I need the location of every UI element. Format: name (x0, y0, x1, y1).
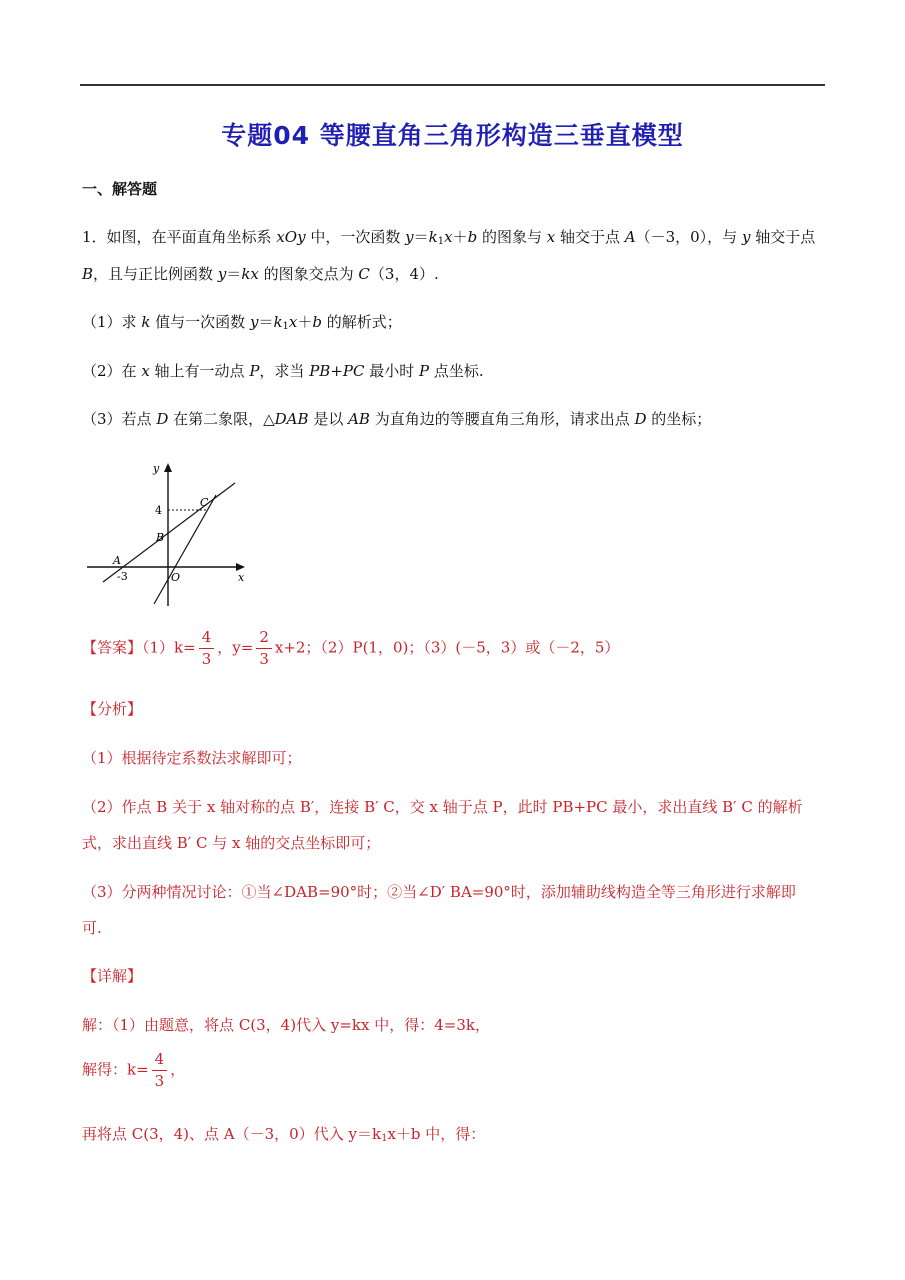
detail-3: 再将点 C(3，4)、点 A（－3，0）代入 $y=k_1x+b$ 中，得： (82, 1125, 486, 1144)
question-1: （1）求 k 值与一次函数 $y=k_1x+b$ 的解析式； (82, 313, 402, 332)
detail-k-fraction: $\frac{4}{3}$ (152, 1052, 168, 1089)
detail-1: 解：（1）由题意，将点 C(3，4)代入 y=kx 中，得：4=3k， (82, 1016, 490, 1034)
detail-tag: 【详解】 (82, 967, 143, 985)
header-rule (80, 84, 825, 86)
question-3: （3）若点 D 在第二象限，△DAB 是以 AB 为直角边的等腰直角三角形，请求出点 D 的坐标； (82, 410, 712, 428)
tick-neg3-label: -3 (117, 570, 128, 583)
x-axis-label: x (238, 571, 245, 584)
detail-2: 解得：k= $\frac{4}{3}$ ， (82, 1050, 186, 1090)
line-oc (154, 495, 216, 604)
analysis-3-line-2: 可. (82, 919, 102, 937)
answer-line: 【答案】（1）k= $\frac{4}{3}$ ，y= $\frac{2}{3}$ x+2；（2）P(1，0)；（3）(－5，3）或（－2，5） (82, 628, 620, 668)
coordinate-figure (85, 458, 255, 608)
x-axis-arrow (236, 563, 245, 571)
point-b-label: B (156, 531, 165, 544)
page-title: 专题04 等腰直角三角形构造三垂直模型 (221, 121, 684, 150)
problem-line-2: B，且与正比例函数 y＝kx 的图象交点为 C（3，4）. (82, 265, 439, 283)
question-2: （2）在 x 轴上有一动点 P，求当 PB+PC 最小时 P 点坐标. (82, 362, 484, 380)
y-axis-label: y (153, 462, 160, 475)
section-heading: 一、解答题 (82, 180, 158, 198)
y-axis-arrow (164, 463, 172, 472)
slope-fraction: $\frac{2}{3}$ (256, 630, 272, 667)
problem-line-1: 1．如图，在平面直角坐标系 xOy 中，一次函数 $y=k_1x+b$ 的图象与 x 轴交于点 A（－3，0），与 y 轴交于点 (82, 228, 816, 247)
analysis-tag: 【分析】 (82, 700, 143, 718)
origin-label: O (171, 571, 181, 584)
tick-4-label: 4 (155, 504, 162, 517)
point-c-label: C (200, 496, 209, 509)
analysis-1: （1）根据待定系数法求解即可； (82, 749, 302, 767)
analysis-3-line-1: （3）分两种情况讨论：①当∠DAB=90°时；②当∠D′ BA=90°时，添加辅助线构造全等三角形进行求解即 (82, 883, 796, 901)
k-fraction: $\frac{4}{3}$ (199, 630, 215, 667)
analysis-2-line-1: （2）作点 B 关于 x 轴对称的点 B′，连接 B′ C，交 x 轴于点 P，此时 PB+PC 最小，求出直线 B′ C 的解析 (82, 798, 803, 816)
analysis-2-line-2: 式，求出直线 B′ C 与 x 轴的交点坐标即可； (82, 834, 381, 852)
point-a-label: A (113, 554, 121, 567)
